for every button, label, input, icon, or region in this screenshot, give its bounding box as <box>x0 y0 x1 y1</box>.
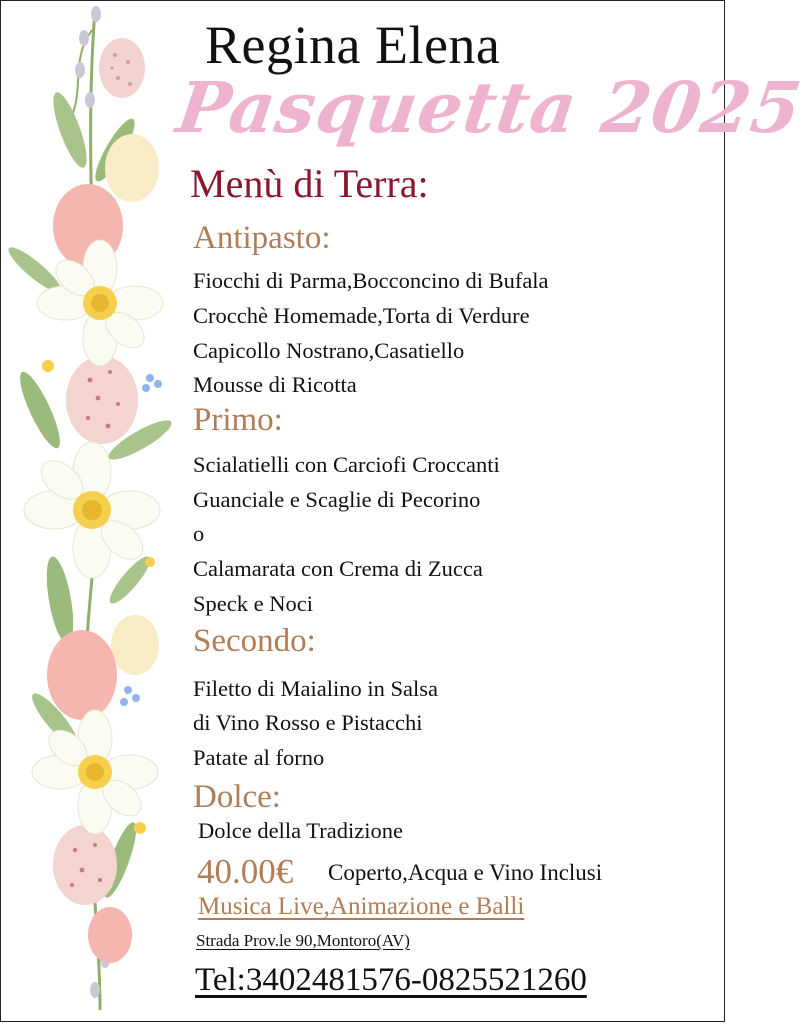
menu-item: Filetto di Maialino in Salsa <box>193 676 438 701</box>
entertainment-info: Musica Live,Animazione e Balli <box>198 893 525 920</box>
price-includes: Coperto,Acqua e Vino Inclusi <box>328 860 603 885</box>
menu-item: di Vino Rosso e Pistacchi <box>193 710 423 735</box>
menu-item: Capicollo Nostrano,Casatiello <box>193 338 465 363</box>
menu-item: Guanciale e Scaglie di Pecorino <box>193 487 481 512</box>
menu-item: Dolce della Tradizione <box>198 818 403 843</box>
menu-item: Crocchè Homemade,Torta di Verdure <box>193 303 530 328</box>
section-heading-antipasto: Antipasto: <box>193 220 331 256</box>
menu-item: Mousse di Ricotta <box>193 372 357 397</box>
section-heading-secondo: Secondo: <box>193 623 316 659</box>
section-heading-dolce: Dolce: <box>193 779 281 815</box>
menu-item: Scialatielli con Carciofi Croccanti <box>193 452 500 477</box>
menu-item: Patate al forno <box>193 745 325 770</box>
menu-item-separator: o <box>193 521 205 546</box>
restaurant-name: Regina Elena <box>205 15 501 75</box>
price: 40.00€ <box>197 852 294 891</box>
event-title: Pasquetta 2025 <box>172 66 807 149</box>
menu-item: Fiocchi di Parma,Bocconcino di Bufala <box>193 268 549 293</box>
phone-numbers: Tel:3402481576-0825521260 <box>195 962 587 998</box>
address: Strada Prov.le 90,Montoro(AV) <box>196 931 410 950</box>
menu-item: Calamarata con Crema di Zucca <box>193 556 483 581</box>
floral-border-decoration <box>0 0 180 1024</box>
menu-title: Menù di Terra: <box>190 161 429 206</box>
menu-item: Speck e Noci <box>193 591 313 616</box>
section-heading-primo: Primo: <box>193 402 283 438</box>
